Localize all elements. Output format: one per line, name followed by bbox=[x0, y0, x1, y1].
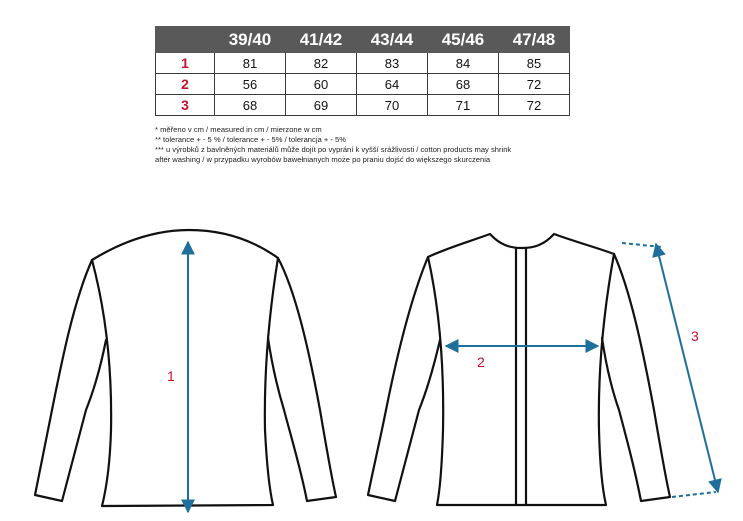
note-line: *** u výrobků z bavlněných materiálů může dojít po vyprání k vyšší srážlivosti / cotton products may shrink bbox=[155, 145, 512, 154]
back-view-left-sleeve-outline bbox=[35, 260, 106, 501]
table-cell: 81 bbox=[215, 53, 286, 74]
back-view-right-sleeve-outline bbox=[268, 258, 336, 501]
size-column-header: 47/48 bbox=[499, 27, 570, 53]
table-cell: 84 bbox=[428, 53, 499, 74]
size-column-header: 43/44 bbox=[357, 27, 428, 53]
note-line: ** tolerance + - 5 % / tolerance + - 5% / tolerancja + - 5% bbox=[155, 135, 346, 144]
table-cell: 69 bbox=[286, 95, 357, 116]
table-cell: 56 bbox=[215, 74, 286, 95]
table-cell: 85 bbox=[499, 53, 570, 74]
front-view-right-sleeve-outline bbox=[602, 254, 670, 501]
front-view-left-sleeve-outline bbox=[368, 257, 440, 501]
back-view-body-outline bbox=[92, 230, 278, 506]
table-cell: 60 bbox=[286, 74, 357, 95]
table-cell: 68 bbox=[428, 74, 499, 95]
size-column-header: 41/42 bbox=[286, 27, 357, 53]
table-cell: 83 bbox=[357, 53, 428, 74]
size-column-header: 45/46 bbox=[428, 27, 499, 53]
note-line: * měřeno v cm / measured in cm / mierzone w cm bbox=[155, 125, 322, 134]
table-cell: 71 bbox=[428, 95, 499, 116]
table-cell: 70 bbox=[357, 95, 428, 116]
table-cell: 64 bbox=[357, 74, 428, 95]
note-line: after washing / w przypadku wyrobów bawełnianych może po praniu dojść do większego skurczenia bbox=[155, 155, 491, 164]
sleeve-measure-line bbox=[656, 244, 718, 492]
chest-measure-label: 2 bbox=[477, 354, 485, 370]
table-cell: 72 bbox=[499, 95, 570, 116]
row-label: 1 bbox=[156, 53, 215, 74]
front-view-body-outline bbox=[428, 234, 614, 505]
size-column-header: 39/40 bbox=[215, 27, 286, 53]
table-cell: 82 bbox=[286, 53, 357, 74]
sleeve-measure-line bbox=[672, 492, 716, 497]
row-label: 2 bbox=[156, 74, 215, 95]
sleeve-measure-label: 3 bbox=[691, 328, 699, 344]
row-label: 3 bbox=[156, 95, 215, 116]
table-cell: 68 bbox=[215, 95, 286, 116]
length-measure-label: 1 bbox=[167, 368, 175, 384]
table-cell: 72 bbox=[499, 74, 570, 95]
